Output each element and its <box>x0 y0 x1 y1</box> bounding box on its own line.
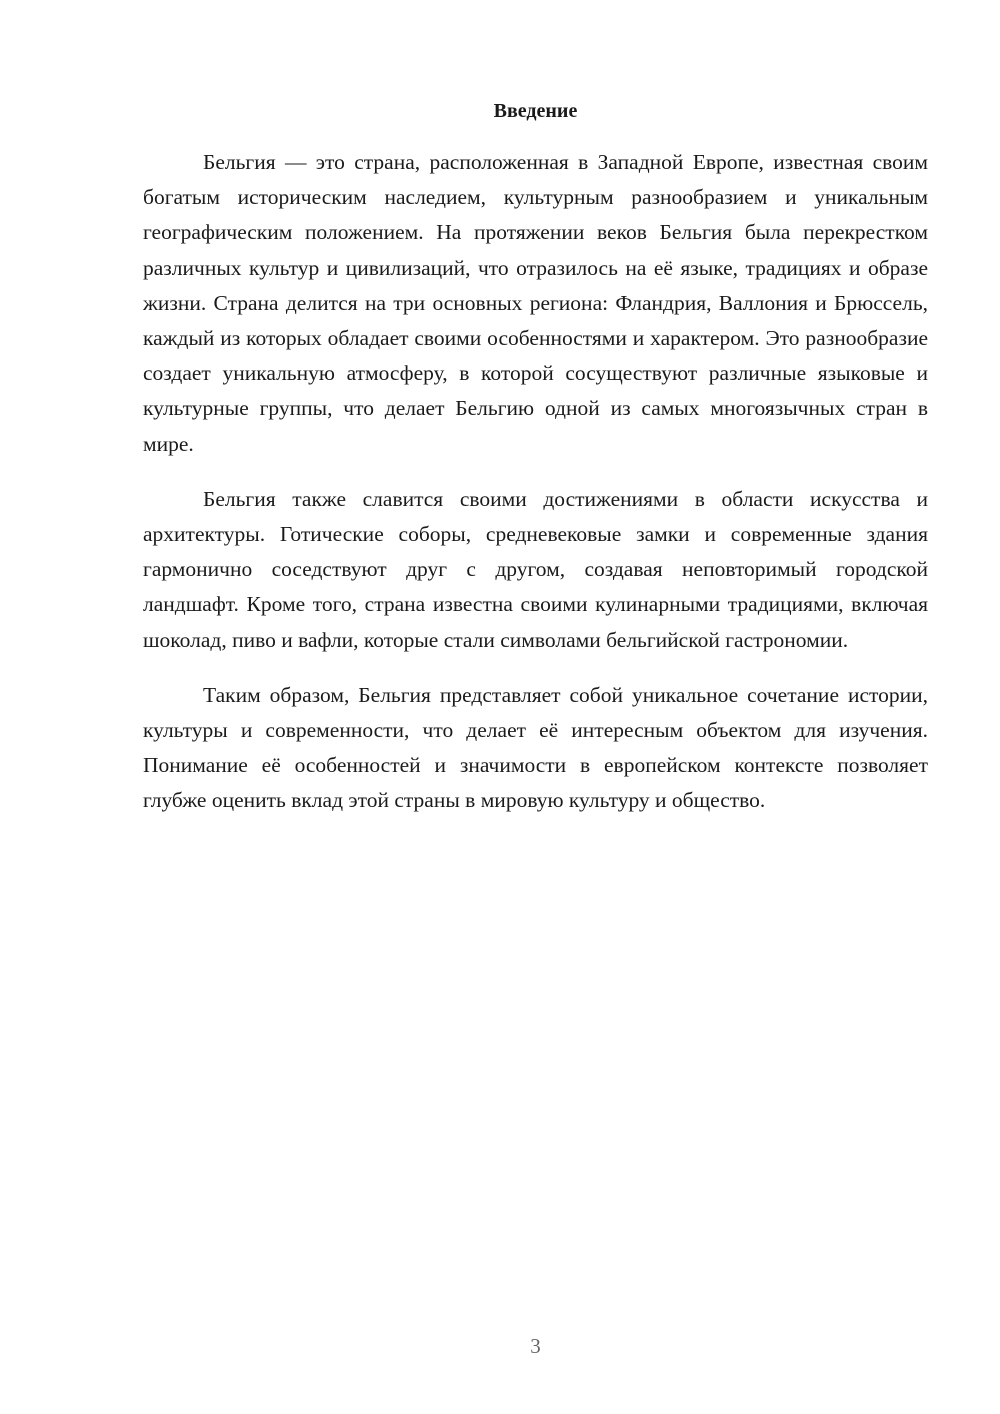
paragraph-3: Таким образом, Бельгия представляет собой уникальное сочетание истории, культуры и современности, что делает её интересным объектом для изучения. Понимание её особенностей и значимости в европейском контексте позволяет глубже оценить вклад этой страны в мировую культуру и общество. <box>143 682 928 813</box>
section-heading: Введение <box>493 100 578 122</box>
paragraph-2: Бельгия также славится своими достижениями в области искусства и архитектуры. Готические соборы, средневековые замки и современные здания гармонично соседствуют друг с другом, создавая неповторимый городской ландшафт. Кроме того, страна известна своими кулинарными традициями, включая шоколад, пиво и вафли, которые стали символами бельгийской гастрономии. <box>143 486 928 652</box>
page-number: 3 <box>530 1334 541 1358</box>
page-content <box>143 97 928 839</box>
paragraph-1: Бельгия — это страна, расположенная в Западной Европе, известная своим богатым историческим наследием, культурным разнообразием и уникальным географическим положением. На протяжении веков Бельгия была перекрестком различных культур и цивилизаций, что отразилось на её языке, традициях и образе жизни. Страна делится на три основных региона: Фландрия, Валлония и Брюссель, каждый из которых обладает своими особенностями и характером. Это разнообразие создает уникальную атмосферу, в которой сосуществуют различные языковые и культурные группы, что делает Бельгию одной из самых многоязычных стран в мире. <box>143 150 928 456</box>
